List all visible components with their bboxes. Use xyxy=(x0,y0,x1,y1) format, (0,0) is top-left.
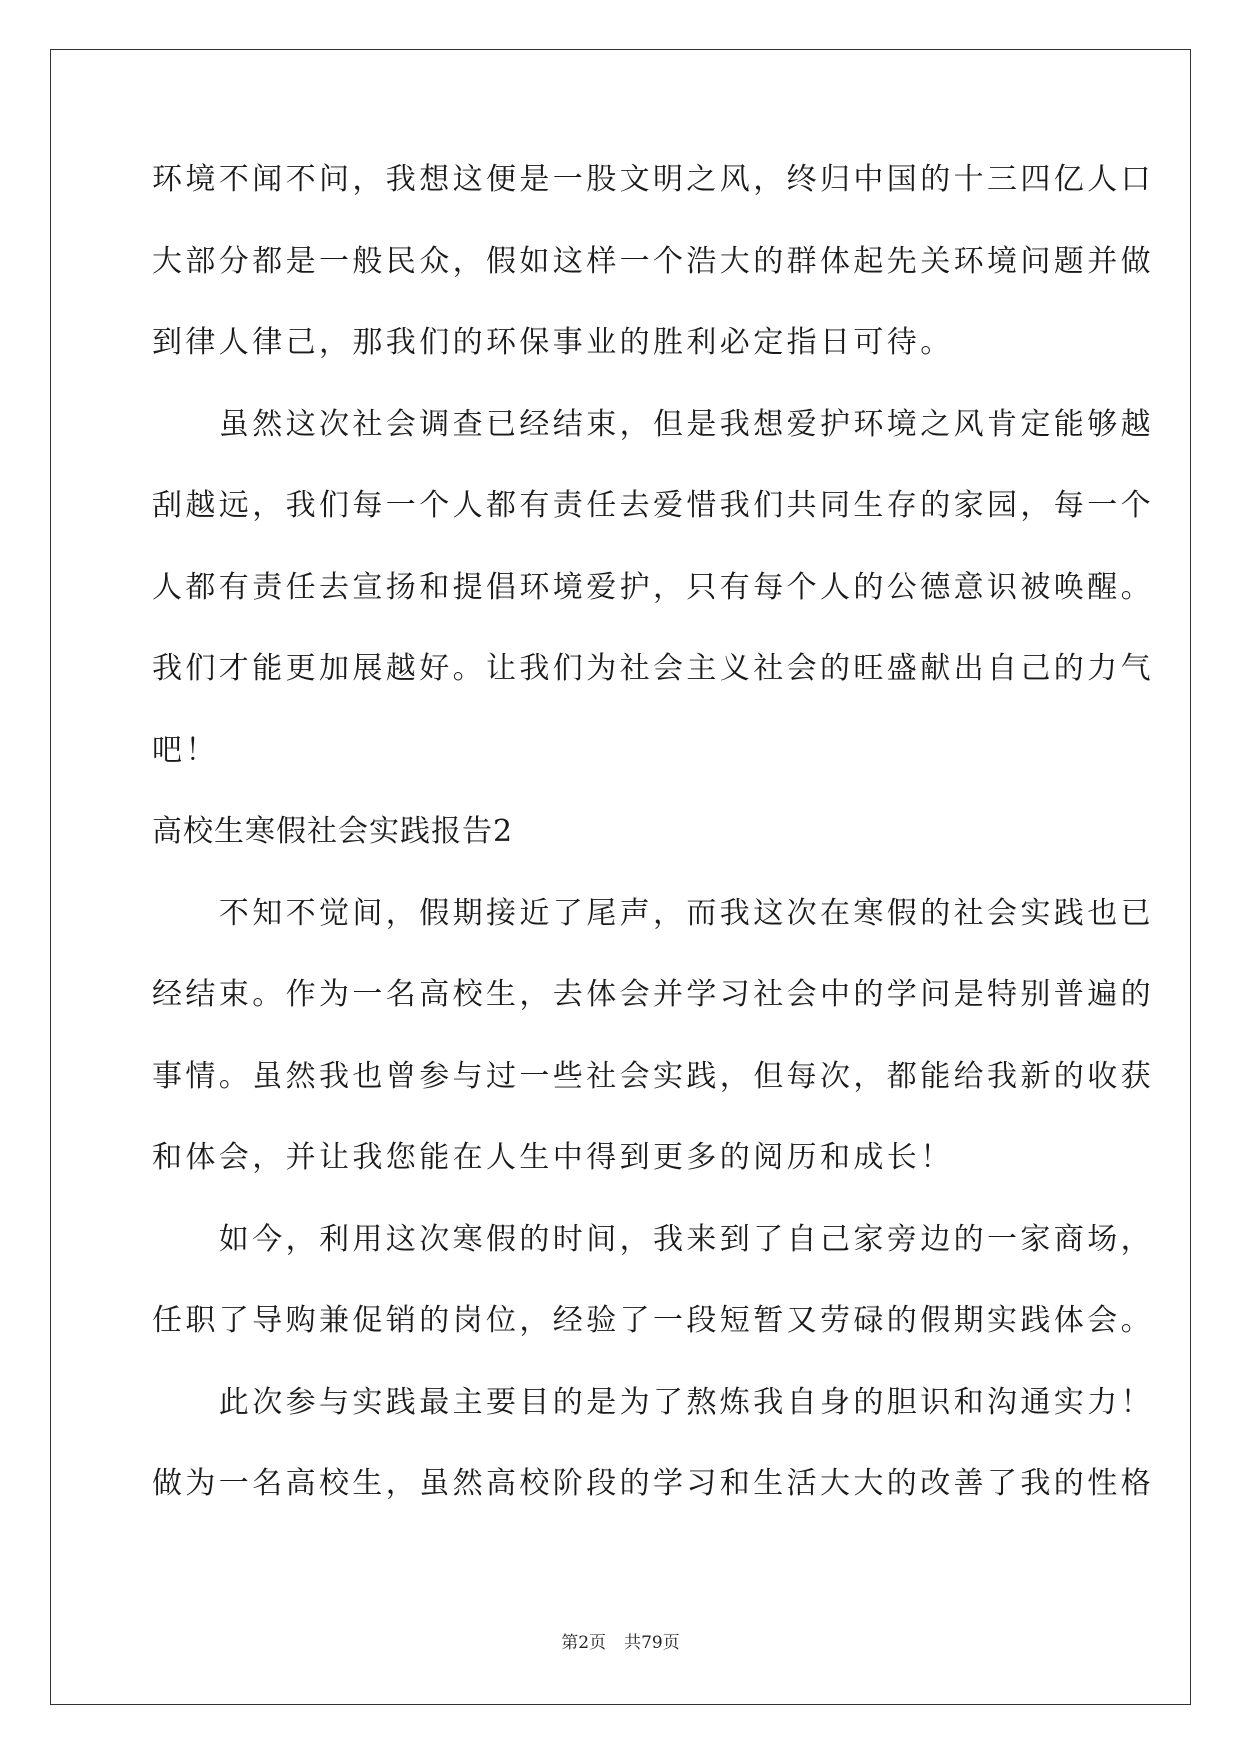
text-line: 到律人律己，那我们的环保事业的胜利必定指日可待。 xyxy=(152,325,954,360)
page-number-current: 第2页 xyxy=(561,1633,607,1653)
text-line: 经结束。作为一名高校生，去体会并学习社会中的学问是特别普遍的 xyxy=(152,977,1154,1012)
text-line: 做为一名高校生，虽然高校阶段的学习和生活大大的改善了我的性格 xyxy=(152,1466,1154,1501)
section-heading: 高校生寒假社会实践报告2 xyxy=(152,814,514,849)
text-line: 人都有责任去宣扬和提倡环境爱护，只有每个人的公德意识被唤醒。 xyxy=(152,569,1154,605)
text-line: 事情。虽然我也曾参与过一些社会实践，但每次，都能给我新的收获 xyxy=(152,1058,1154,1094)
text-line: 吧！ xyxy=(152,732,219,768)
text-line: 大部分都是一般民众，假如这样一个浩大的群体起先关环境问题并做 xyxy=(152,243,1154,279)
document-body xyxy=(152,160,1154,1546)
page-footer xyxy=(0,1628,1241,1653)
text-line: 环境不闻不问，我想这便是一股文明之风，终归中国的十三四亿人口 xyxy=(152,162,1154,197)
text-line: 此次参与实践最主要目的是为了熬炼我自身的胆识和沟通实力！ xyxy=(152,1384,1154,1420)
text-line: 我们才能更加展越好。让我们为社会主义社会的旺盛献出自己的力气 xyxy=(152,651,1154,686)
text-line: 任职了导购兼促销的岗位，经验了一段短暂又劳碌的假期实践体会。 xyxy=(152,1303,1154,1338)
text-line: 如今，利用这次寒假的时间，我来到了自己家旁边的一家商场， xyxy=(152,1221,1154,1257)
text-line: 和体会，并让我您能在人生中得到更多的阅历和成长！ xyxy=(152,1140,954,1175)
text-line: 不知不觉间，假期接近了尾声，而我这次在寒假的社会实践也已 xyxy=(152,895,1154,931)
text-line: 虽然这次社会调查已经结束，但是我想爱护环境之风肯定能够越 xyxy=(152,406,1154,442)
page-number-total: 共79页 xyxy=(624,1633,680,1653)
text-line: 刮越远，我们每一个人都有责任去爱惜我们共同生存的家园，每一个 xyxy=(152,488,1154,523)
